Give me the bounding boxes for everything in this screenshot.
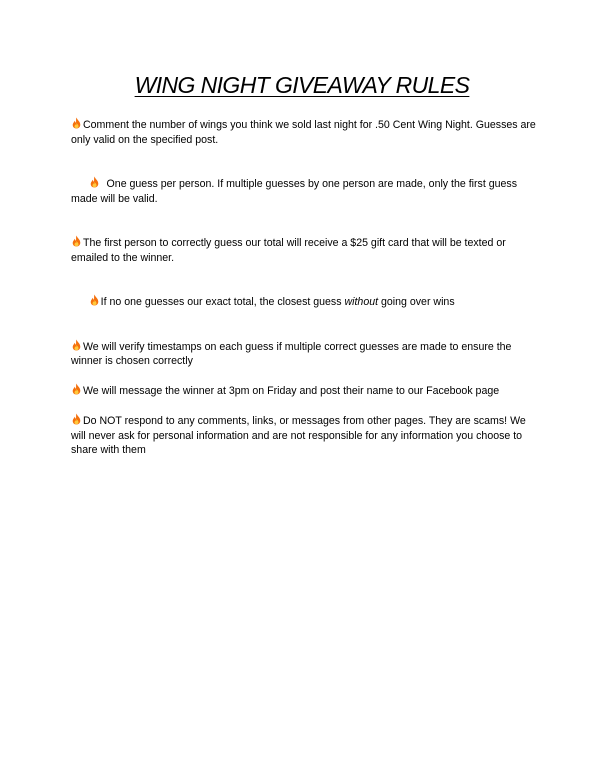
rule-text-emphasis: without [344, 296, 379, 308]
fire-icon [89, 294, 100, 306]
fire-icon [71, 117, 82, 129]
rule-item [71, 117, 541, 147]
rule-text: We will message the winner at 3pm on Friday and post their name to our Facebook page [83, 385, 500, 397]
document-title: WING NIGHT GIVEAWAY RULES [134, 72, 470, 98]
fire-icon [71, 339, 82, 351]
fire-icon [71, 413, 82, 425]
rule-text: We will verify timestamps on each guess if multiple correct guesses are made to ensure the winner is chosen correctly [71, 340, 512, 367]
rule-item [71, 339, 541, 369]
rules-list [71, 117, 541, 472]
fire-icon [71, 235, 82, 247]
rule-item [71, 280, 541, 325]
rule-text: Do NOT respond to any comments, links, or messages from other pages. They are scams! We will never ask for personal information and are not responsible for any information you choose to share with them [71, 415, 526, 456]
rule-item [71, 383, 541, 399]
rule-text: Comment the number of wings you think we sold last night for .50 Cent Wing Night. Guesses are only valid on the specified post. [71, 119, 536, 146]
rule-item [71, 413, 541, 458]
fire-icon [71, 383, 82, 395]
rule-text: One guess per person. If multiple guesses by one person are made, only the first guess made will be valid. [71, 178, 520, 205]
rule-text-after: going over wins [378, 296, 455, 308]
fire-icon [89, 176, 100, 188]
rule-text-before: If no one guesses our exact total, the closest guess [100, 296, 345, 308]
rule-item [71, 235, 541, 265]
rule-text: The first person to correctly guess our total will receive a $25 gift card that will be texted or emailed to the winner. [71, 237, 506, 264]
rule-item [71, 162, 541, 221]
